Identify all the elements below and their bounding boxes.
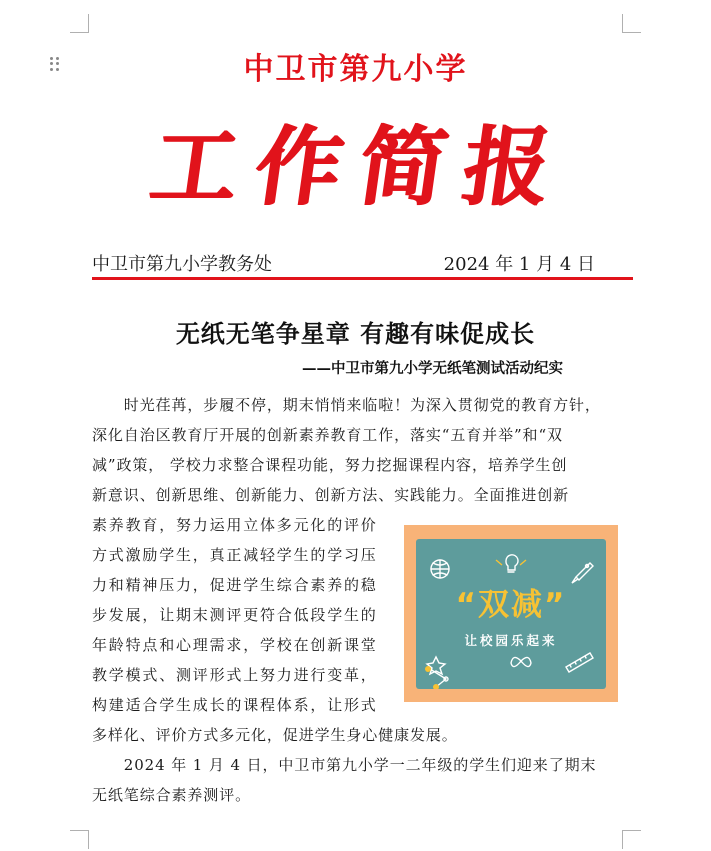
text-line: 新意识、创新思维、创新能力、创新方法、实践能力。全面推进创新 [92, 486, 570, 504]
double-reduction-image[interactable] [404, 525, 618, 702]
figure-title: “双减” [455, 587, 567, 623]
masthead-title: 工作简报 [144, 117, 576, 218]
school-name: 中卫市第九小学 [243, 52, 468, 87]
text-line: 深化自治区教育厅开展的创新素养教育工作，落实“五育并举”和“双 [92, 426, 563, 444]
text-line: 素养教育，努力运用立体多元化的评价 [92, 516, 378, 534]
figure-caption: 让校园乐起来 [464, 633, 558, 648]
crop-mark-bottom-left [70, 830, 89, 849]
crop-mark-top-left [70, 14, 89, 33]
issue-date: 2024 年 1 月 4 日 [443, 254, 595, 275]
text-line: 2024 年 1 月 4 日，中卫市第九小学一二年级的学生们迎来了期末 [92, 756, 597, 774]
text-line: 年龄特点和心理需求，学校在创新课堂 [92, 636, 378, 654]
text-line: 教学模式、测评形式上努力进行变革， [92, 666, 378, 684]
paragraph-exam [92, 750, 596, 810]
crop-mark-bottom-right [622, 830, 641, 849]
article-title: 无纸无笔争星章 有趣有味促成长 [175, 320, 536, 348]
text-line: 方式激励学生，真正减轻学生的学习压 [92, 546, 378, 564]
text-line: 力和精神压力，促进学生综合素养的稳 [92, 576, 378, 594]
text-line: 多样化、评价方式多元化，促进学生身心健康发展。 [92, 726, 458, 744]
article-subtitle: ——中卫市第九小学无纸笔测试活动纪实 [302, 360, 563, 377]
paragraph-tail [92, 720, 458, 750]
chalkboard [416, 539, 606, 689]
text-line: 构建适合学生成长的课程体系，让形式 [92, 696, 378, 714]
text-line: 时光荏苒，步履不停，期末悄悄来临啦！为深入贯彻党的教育方针， [92, 396, 601, 414]
department-name: 中卫市第九小学教务处 [92, 254, 272, 275]
paragraph-intro [92, 390, 601, 510]
paragraph-wrapped [92, 510, 378, 720]
red-divider [92, 277, 633, 280]
text-line: 步发展，让期末测评更符合低段学生的 [92, 606, 378, 624]
text-line: 无纸笔综合素养测评。 [92, 786, 252, 804]
text-line: 减”政策， 学校力求整合课程功能，努力挖掘课程内容，培养学生创 [92, 456, 568, 474]
crop-mark-top-right [622, 14, 641, 33]
